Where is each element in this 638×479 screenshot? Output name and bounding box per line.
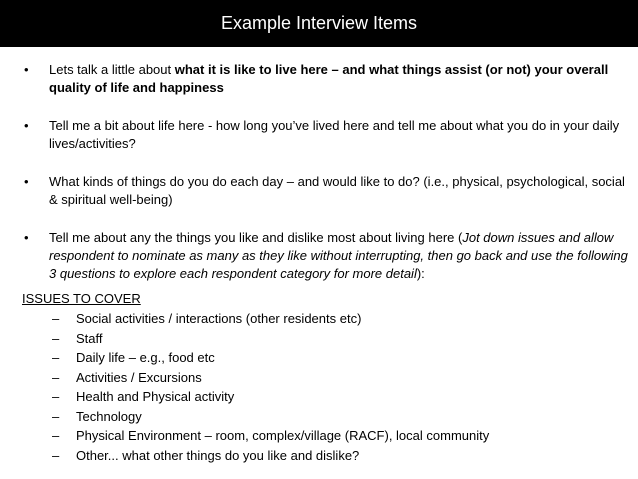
- issue-item: [52, 348, 489, 368]
- bullet-icon: •: [24, 62, 29, 77]
- dash-icon: –: [52, 350, 60, 365]
- issue-item: [52, 309, 489, 329]
- issues-list: [52, 309, 489, 465]
- issue-text: Physical Environment – room, complex/village (RACF), local community: [76, 428, 490, 443]
- question-text-bold: what it is like to live here – and what things assist (or not) your overall quality of life and happiness: [49, 62, 609, 95]
- bullet-icon: •: [24, 174, 29, 189]
- dash-icon: –: [52, 330, 60, 346]
- question-text: Tell me a bit about life here - how long you’ve lived here and tell me about what you do in your daily lives/activities?: [49, 118, 620, 151]
- question-item: [22, 173, 632, 209]
- issue-text: Health and Physical activity: [76, 389, 235, 404]
- question-item: [22, 117, 632, 153]
- issue-item: [52, 446, 489, 466]
- dash-icon: –: [52, 369, 60, 385]
- bullet-icon: •: [24, 230, 29, 245]
- question-item: [22, 61, 632, 97]
- issue-item: [52, 426, 489, 446]
- title-bar: [0, 0, 638, 47]
- issue-text: Daily life – e.g., food etc: [76, 350, 215, 365]
- issue-text: Other... what other things do you like and dislike?: [76, 447, 360, 463]
- issue-item: [52, 329, 489, 349]
- bullet-icon: •: [24, 118, 29, 133]
- question-list: [22, 61, 632, 303]
- question-item: [22, 229, 632, 283]
- question-text-normal: Tell me about any the things you like and dislike most about living here (: [49, 230, 463, 245]
- issue-text: Social activities / interactions (other residents etc): [76, 311, 362, 326]
- dash-icon: –: [52, 311, 60, 326]
- question-text-italic: Jot down issues and allow respondent to nominate as many as they like without interrupting, then go back and use the following 3 questions to explore each respondent category for more detail: [49, 230, 628, 281]
- dash-icon: –: [52, 389, 60, 404]
- dash-icon: –: [52, 408, 60, 424]
- dash-icon: –: [52, 447, 60, 463]
- question-text-normal: Lets talk a little about: [49, 62, 175, 77]
- dash-icon: –: [52, 428, 60, 443]
- issue-text: Activities / Excursions: [76, 369, 202, 385]
- issue-item: [52, 387, 489, 407]
- question-text: What kinds of things do you do each day – and would like to do? (i.e., physical, psychological, social & spiritual well-being): [49, 174, 625, 207]
- slide-title: Example Interview Items: [220, 13, 418, 33]
- issue-text: Staff: [76, 330, 103, 346]
- issues-heading: ISSUES TO COVER: [22, 291, 141, 306]
- issue-item: [52, 368, 489, 388]
- issue-item: [52, 407, 489, 427]
- question-text-normal: ):: [416, 266, 425, 281]
- issue-text: Technology: [76, 408, 142, 424]
